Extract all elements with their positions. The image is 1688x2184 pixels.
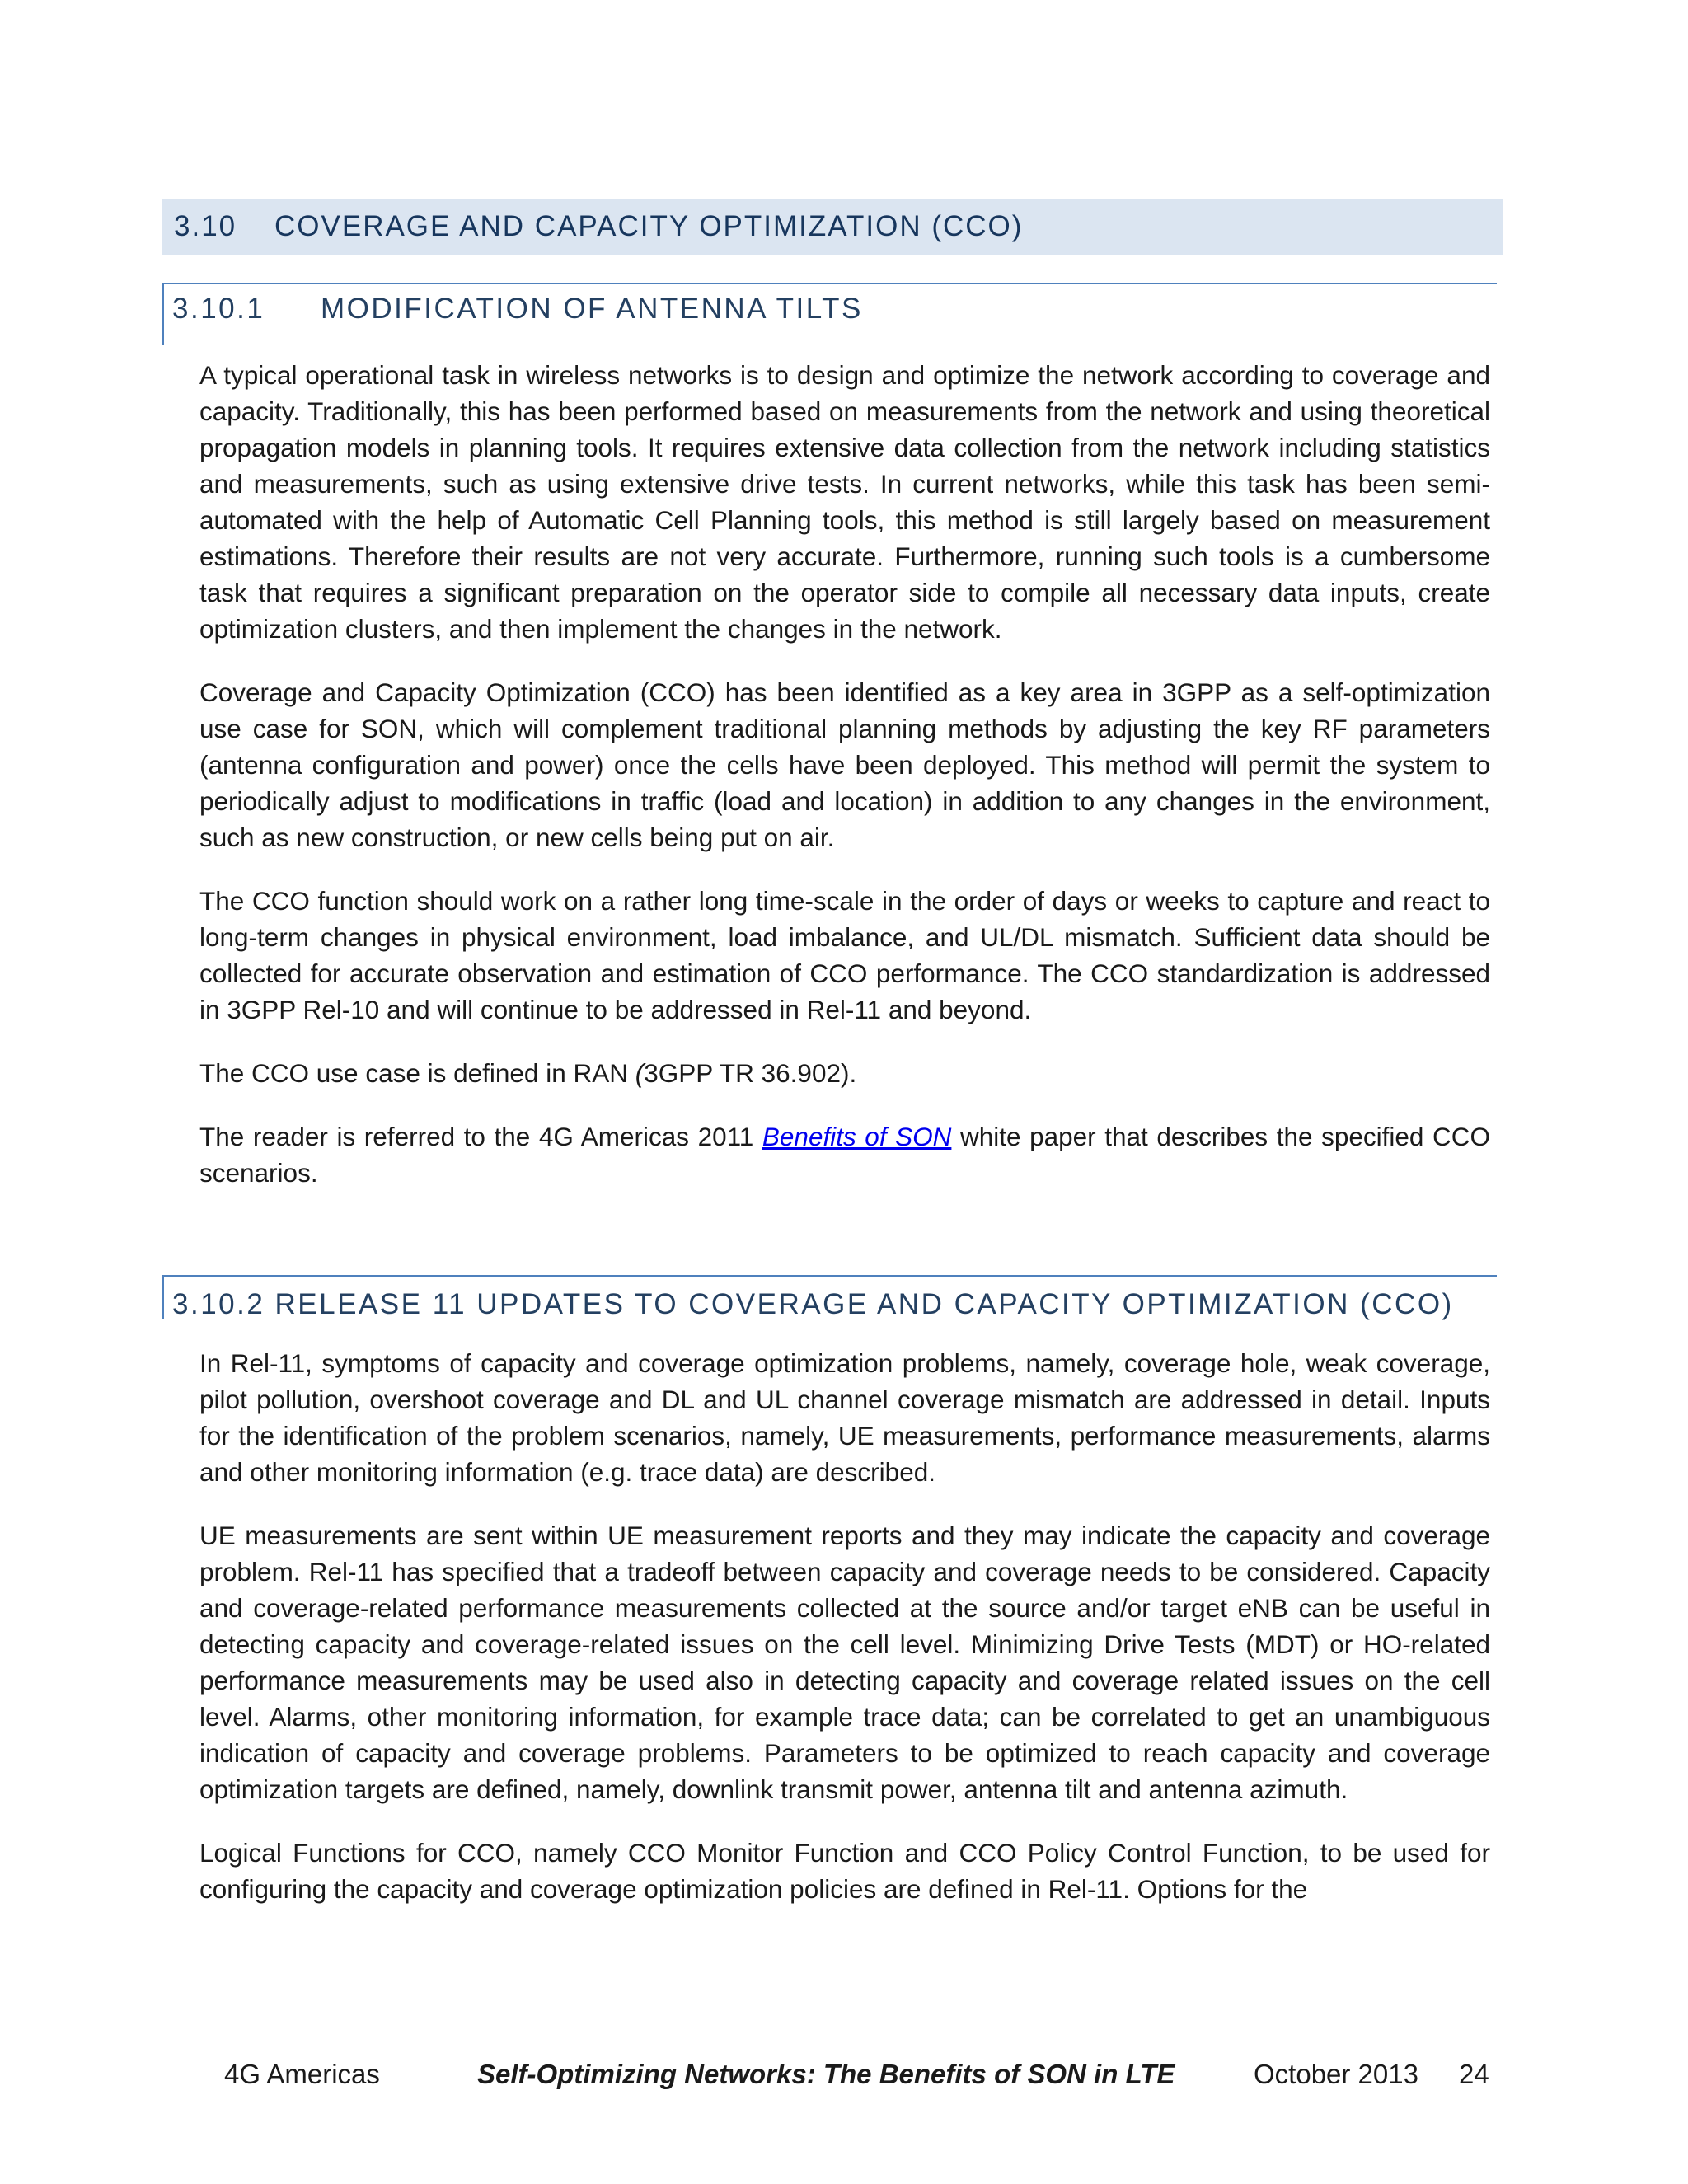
paragraph: In Rel-11, symptoms of capacity and coverage optimization problems, namely, coverage hole, weak coverage, pilot pollution, overshoot coverage and DL and UL channel coverage mismatch are addressed in detail. Inputs for the identification of the problem scenarios, namely, UE measurements, performance measurements, alarms and other monitoring information (e.g. trace data) are described.: [199, 1348, 1490, 1487]
page-number: 24: [1459, 2059, 1489, 2089]
subsection-1-body: [199, 357, 1490, 1218]
footer-title: Self-Optimizing Networks: The Benefits of SON in LTE: [477, 2059, 1175, 2089]
reader-suffix: white paper that describes the specified CCO scenarios.: [199, 1122, 1490, 1188]
benefits-of-son-link[interactable]: Benefits of SON: [762, 1122, 952, 1151]
paragraph: A typical operational task in wireless networks is to design and optimize the network according to coverage and capacity. Traditionally, this has been performed based on measurements from the network and using theoretical propagation models in planning tools. It requires extensive data collection from the network including statistics and measurements, such as using extensive drive tests. In current networks, while this task has been semi-automated with the help of Automatic Cell Planning tools, this method is still largely based on measurement estimations. Therefore their results are not very accurate. Furthermore, running such tools is a cumbersome task that requires a significant preparation on the operator side to compile all necessary data inputs, create optimization clusters, and then implement the changes in the network.: [199, 360, 1490, 644]
subsection-heading-1: [162, 283, 1497, 345]
subsection-2-body: [199, 1345, 1490, 1934]
paragraph: Coverage and Capacity Optimization (CCO) has been identified as a key area in 3GPP as a self-optimization use case for SON, which will complement traditional planning methods by adjusting the key RF parameters (antenna configuration and power) once the cells have been deployed. This method will permit the system to periodically adjust to modifications in traffic (load and location) in addition to any changes in the environment, such as new construction, or new cells being put on air.: [199, 677, 1490, 852]
use-case-paragraph: [199, 1055, 1490, 1091]
use-case-reference: 3GPP TR 36.902).: [644, 1058, 857, 1088]
paragraph: Logical Functions for CCO, namely CCO Monitor Function and CCO Policy Control Function, to be used for configuring the capacity and coverage optimization policies are defined in Rel-11. Options for the: [199, 1838, 1490, 1904]
footer-date: October 2013: [1254, 2059, 1418, 2089]
reader-paragraph: [199, 1118, 1490, 1191]
section-number: 3.10: [174, 210, 237, 242]
use-case-paren: (: [635, 1058, 645, 1088]
subsection-title-1: MODIFICATION OF ANTENNA TILTS: [321, 293, 863, 325]
section-title: COVERAGE AND CAPACITY OPTIMIZATION (CCO): [274, 210, 1024, 242]
use-case-prefix: The CCO use case is defined in RAN: [199, 1058, 635, 1088]
footer-org: 4G Americas: [224, 2059, 380, 2089]
paragraph: UE measurements are sent within UE measurement reports and they may indicate the capacity and coverage problem. Rel-11 has specified that a tradeoff between capacity and coverage needs to be considered. Capacity and coverage-related performance measurements collected at the source and/or target eNB can be useful in detecting capacity and coverage-related issues on the cell level. Minimizing Drive Tests (MDT) or HO-related performance measurements may be used also in detecting capacity and coverage related issues on the cell level. Alarms, other monitoring information, for example trace data; can be correlated to get an unambiguous indication of capacity and coverage problems. Parameters to be optimized to reach capacity and coverage optimization targets are defined, namely, downlink transmit power, antenna tilt and antenna azimuth.: [199, 1521, 1490, 1804]
subsection-number-1: 3.10.1: [172, 293, 265, 325]
page-footer: [0, 2059, 1688, 2095]
reader-prefix: The reader is referred to the 4G Americas 2011: [199, 1122, 762, 1151]
subsection-heading-2: [162, 1275, 1497, 1319]
section-heading: [162, 199, 1503, 255]
paragraph: The CCO function should work on a rather long time-scale in the order of days or weeks to capture and react to long-term changes in physical environment, load imbalance, and UL/DL mismatch. Sufficient data should be collected for accurate observation and estimation of CCO performance. The CCO standardization is addressed in 3GPP Rel-10 and will continue to be addressed in Rel-11 and beyond.: [199, 886, 1490, 1024]
subsection-title-2: 3.10.2 RELEASE 11 UPDATES TO COVERAGE AND CAPACITY OPTIMIZATION (CCO): [172, 1288, 1454, 1320]
